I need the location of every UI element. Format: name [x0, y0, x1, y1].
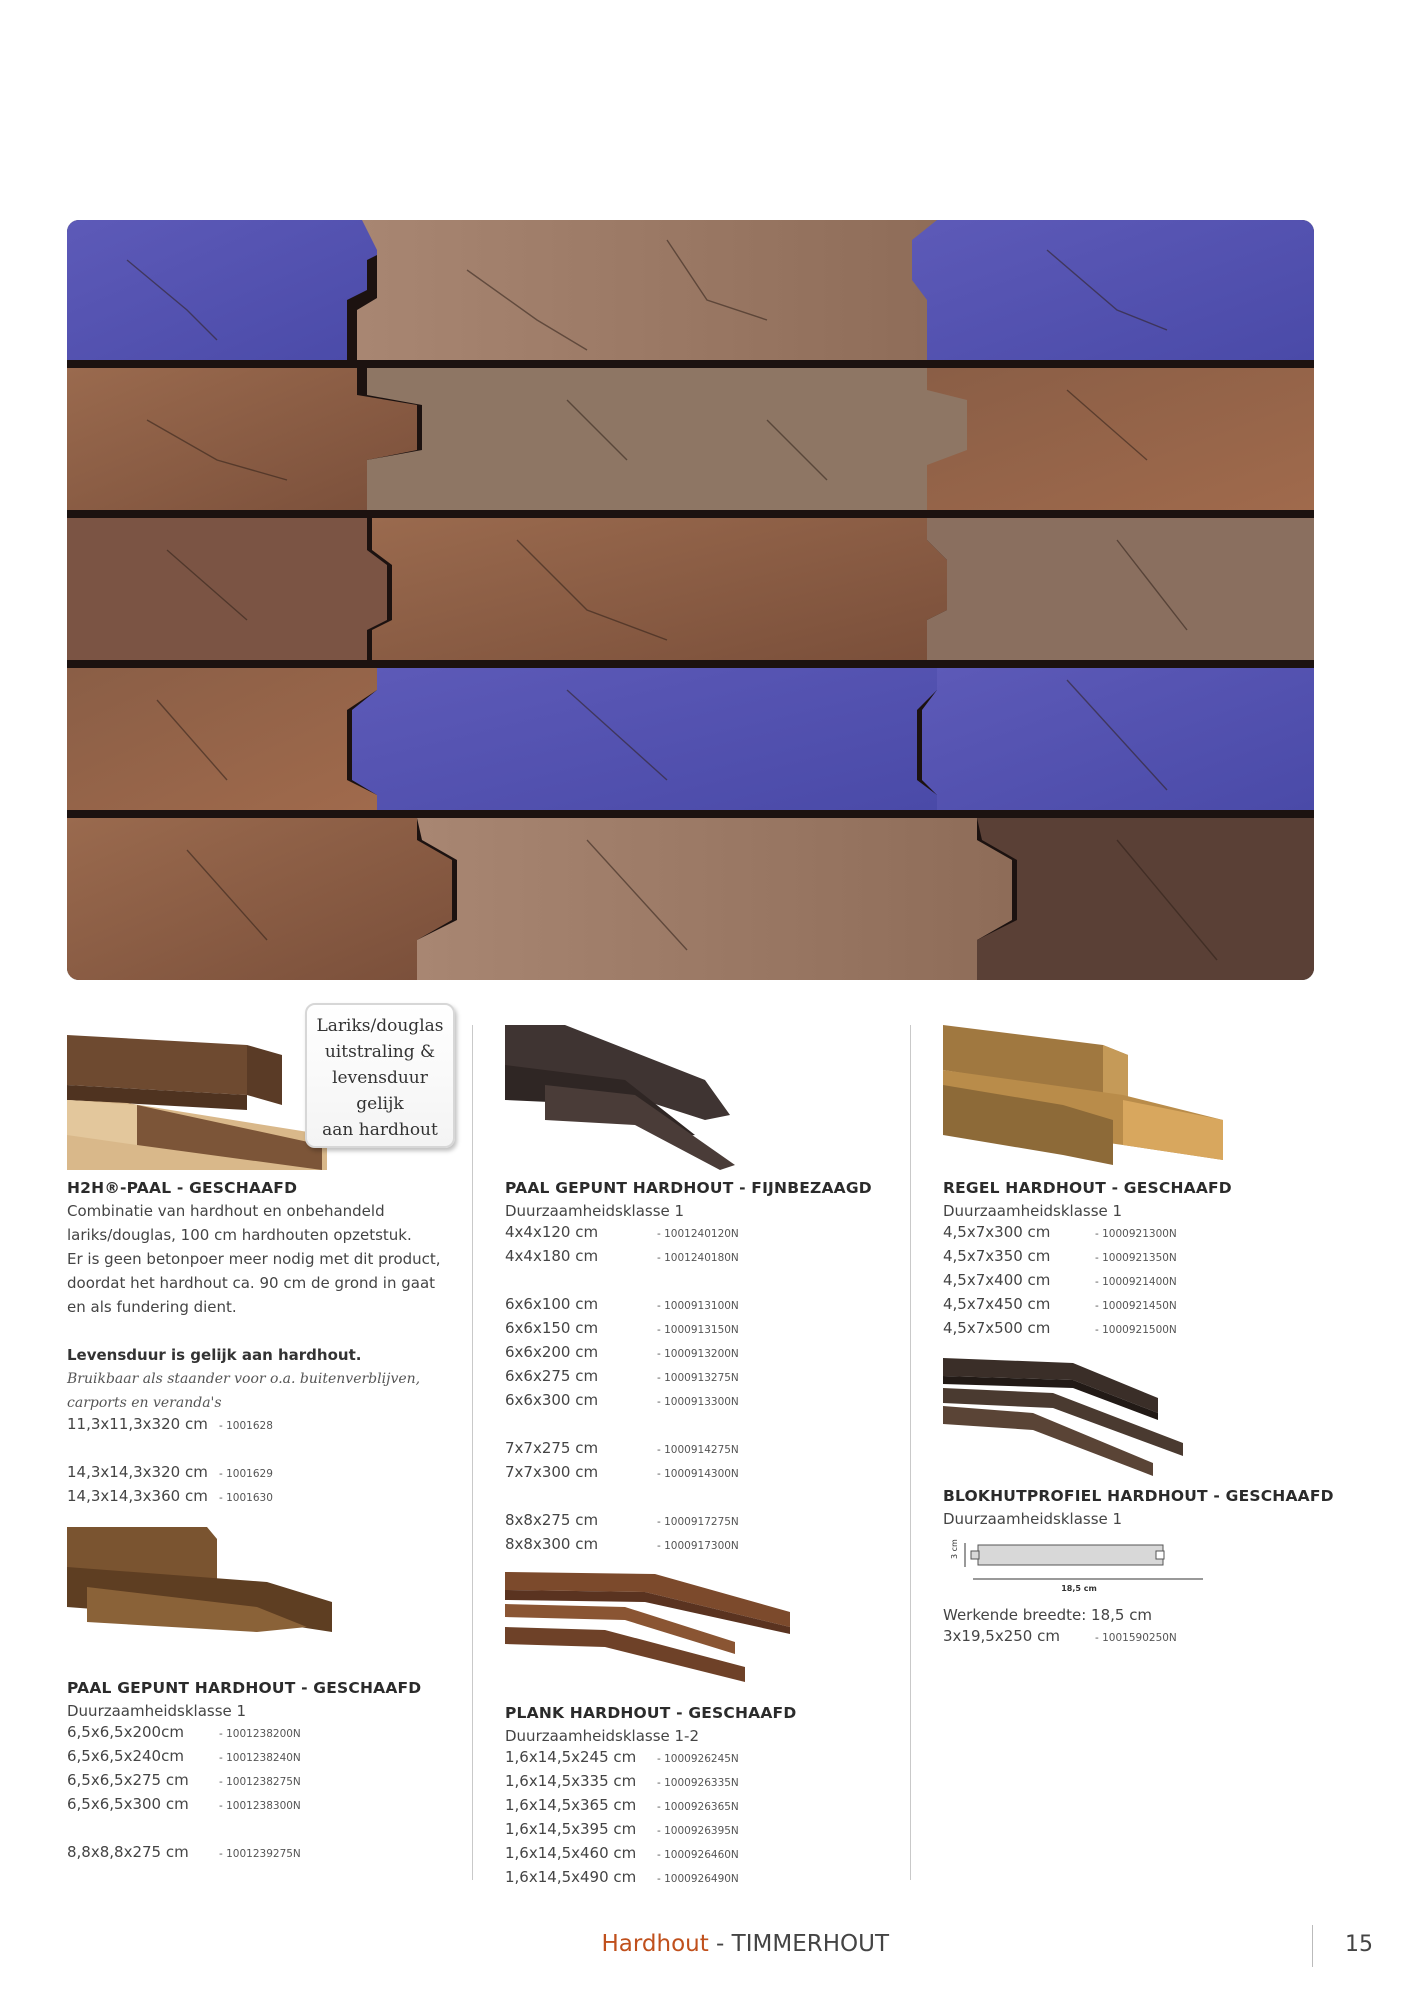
- size-dimensions: 6x6x300 cm: [505, 1391, 599, 1409]
- article-code: - 1000913100N: [657, 1300, 739, 1312]
- article-code: - 1000921300N: [1095, 1228, 1177, 1240]
- article-code: - 1000913200N: [657, 1348, 739, 1360]
- article-code: - 1000926490N: [657, 1873, 739, 1885]
- size-list: [67, 1415, 467, 1511]
- article-code: - 1000914300N: [657, 1468, 739, 1480]
- profile-cross-section-diagram: [943, 1535, 1213, 1597]
- width-dimension-label: 18,5 cm: [1061, 1584, 1097, 1593]
- pointed-post-planed-photo: [67, 1527, 337, 1635]
- callout-line: uitstraling &: [324, 1042, 436, 1062]
- size-dimensions: 1,6x14,5x460 cm: [505, 1844, 637, 1862]
- article-code: - 1001238200N: [219, 1728, 301, 1740]
- article-code: - 1000926460N: [657, 1849, 739, 1861]
- description-line: en als fundering dient.: [67, 1298, 237, 1316]
- article-code: - 1001238275N: [219, 1776, 301, 1788]
- article-code: - 1001240180N: [657, 1252, 739, 1264]
- product-plank-hardhout: [505, 1702, 905, 1892]
- column-divider: [472, 1025, 473, 1880]
- size-dimensions: 1,6x14,5x395 cm: [505, 1820, 637, 1838]
- size-row: [943, 1223, 1343, 1247]
- row-spacer: [67, 1439, 467, 1463]
- description-line: Er is geen betonpoer meer nodig met dit product,: [67, 1250, 441, 1268]
- article-code: - 1000913150N: [657, 1324, 739, 1336]
- description-line: doordat het hardhout ca. 90 cm de grond in gaat: [67, 1274, 436, 1292]
- size-row: [505, 1343, 905, 1367]
- size-row: [943, 1295, 1343, 1319]
- product-title: BLOKHUTPROFIEL HARDHOUT - GESCHAAFD: [943, 1487, 1334, 1505]
- product-paal-gepunt-fijnbezaagd: [505, 1177, 905, 1559]
- durability-class: Duurzaamheidsklasse 1: [67, 1702, 247, 1720]
- size-row: [505, 1247, 905, 1271]
- h2h-post-photo: [67, 1035, 327, 1170]
- size-dimensions: 6,5x6,5x275 cm: [67, 1771, 189, 1789]
- durability-class: Duurzaamheidsklasse 1: [505, 1202, 685, 1220]
- working-width-note: Werkende breedte: 18,5 cm: [943, 1606, 1153, 1624]
- size-row: [505, 1367, 905, 1391]
- size-dimensions: 1,6x14,5x365 cm: [505, 1796, 637, 1814]
- callout-line: levensduur gelijk: [332, 1068, 428, 1114]
- size-dimensions: 4,5x7x450 cm: [943, 1295, 1051, 1313]
- size-dimensions: 8,8x8,8x275 cm: [67, 1843, 189, 1861]
- article-code: - 1000921350N: [1095, 1252, 1177, 1264]
- row-spacer: [505, 1271, 905, 1295]
- callout-line: Lariks/douglas: [316, 1016, 444, 1036]
- product-title: REGEL HARDHOUT - GESCHAAFD: [943, 1179, 1232, 1197]
- page-number: 15: [1345, 1932, 1373, 1957]
- batten-photo: [943, 1025, 1233, 1170]
- size-dimensions: 1,6x14,5x335 cm: [505, 1772, 637, 1790]
- size-dimensions: 6x6x275 cm: [505, 1367, 599, 1385]
- size-row: [505, 1796, 905, 1820]
- article-code: - 1000921400N: [1095, 1276, 1177, 1288]
- size-dimensions: 3x19,5x250 cm: [943, 1627, 1060, 1645]
- size-row: [67, 1795, 467, 1819]
- size-dimensions: 6,5x6,5x240cm: [67, 1747, 184, 1765]
- size-dimensions: 6x6x200 cm: [505, 1343, 599, 1361]
- size-row: [505, 1772, 905, 1796]
- hero-photo-stacked-timber: [67, 220, 1314, 980]
- footer-category: TIMMERHOUT: [731, 1931, 889, 1957]
- size-dimensions: 4,5x7x350 cm: [943, 1247, 1051, 1265]
- size-row: [67, 1723, 467, 1747]
- size-row: [505, 1439, 905, 1463]
- pointed-post-sawn-photo: [505, 1025, 745, 1170]
- size-dimensions: 11,3x11,3x320 cm: [67, 1415, 208, 1433]
- description-line: lariks/douglas, 100 cm hardhouten opzetstuk.: [67, 1226, 412, 1244]
- size-dimensions: 8x8x300 cm: [505, 1535, 599, 1553]
- callout-line: aan hardhout: [322, 1120, 438, 1140]
- size-row: [67, 1463, 467, 1487]
- durability-class: Duurzaamheidsklasse 1-2: [505, 1727, 700, 1745]
- article-code: - 1001630: [219, 1492, 273, 1504]
- size-dimensions: 4,5x7x300 cm: [943, 1223, 1051, 1241]
- size-row: [67, 1415, 467, 1439]
- article-code: - 1001238300N: [219, 1800, 301, 1812]
- usage-note-line: Bruikbaar als staander voor o.a. buitenverblijven,: [67, 1371, 421, 1387]
- footer-divider: [1312, 1925, 1313, 1967]
- article-code: - 1000921450N: [1095, 1300, 1177, 1312]
- size-row: [67, 1843, 467, 1867]
- size-row: [505, 1391, 905, 1415]
- size-row: [505, 1748, 905, 1772]
- size-dimensions: 1,6x14,5x245 cm: [505, 1748, 637, 1766]
- size-dimensions: 8x8x275 cm: [505, 1511, 599, 1529]
- size-dimensions: 4x4x120 cm: [505, 1223, 599, 1241]
- size-list: [505, 1748, 905, 1892]
- article-code: - 1000926335N: [657, 1777, 739, 1789]
- blokhut-details: [943, 1603, 1343, 1651]
- size-list: [943, 1223, 1343, 1343]
- size-row: [505, 1295, 905, 1319]
- height-dimension-label: 3 cm: [950, 1539, 959, 1559]
- article-code: - 1000913275N: [657, 1372, 739, 1384]
- size-row: [943, 1271, 1343, 1295]
- size-row: [505, 1844, 905, 1868]
- article-code: - 1001238240N: [219, 1752, 301, 1764]
- size-row: [67, 1487, 467, 1511]
- product-title: PAAL GEPUNT HARDHOUT - FIJNBEZAAGD: [505, 1179, 872, 1197]
- article-code: - 1001629: [219, 1468, 273, 1480]
- size-row: [505, 1319, 905, 1343]
- size-dimensions: 6x6x150 cm: [505, 1319, 599, 1337]
- size-row: [943, 1247, 1343, 1271]
- lifespan-note: Levensduur is gelijk aan hardhout.: [67, 1346, 362, 1364]
- product-h2h-paal: [67, 1177, 467, 1511]
- callout-larch-look: [305, 1003, 455, 1148]
- size-row: [505, 1868, 905, 1892]
- article-code: - 1001239275N: [219, 1848, 301, 1860]
- column-divider: [910, 1025, 911, 1880]
- row-spacer: [505, 1415, 905, 1439]
- size-dimensions: 1,6x14,5x490 cm: [505, 1868, 637, 1886]
- size-dimensions: 6x6x100 cm: [505, 1295, 599, 1313]
- article-code: - 1000921500N: [1095, 1324, 1177, 1336]
- size-row: [505, 1463, 905, 1487]
- durability-class: Duurzaamheidsklasse 1: [943, 1510, 1123, 1528]
- article-code: - 1001240120N: [657, 1228, 739, 1240]
- size-row: [505, 1820, 905, 1844]
- size-dimensions: 4,5x7x400 cm: [943, 1271, 1051, 1289]
- article-code: - 1000926365N: [657, 1801, 739, 1813]
- product-blokhutprofiel: [943, 1485, 1343, 1531]
- size-row: [943, 1319, 1343, 1343]
- log-cabin-profile-photo: [943, 1358, 1198, 1478]
- row-spacer: [505, 1487, 905, 1511]
- size-row: [943, 1627, 1343, 1651]
- size-row: [505, 1511, 905, 1535]
- article-code: - 1000913300N: [657, 1396, 739, 1408]
- product-regel-hardhout: [943, 1177, 1343, 1343]
- product-paal-gepunt-geschaafd: [67, 1677, 467, 1867]
- product-title: PAAL GEPUNT HARDHOUT - GESCHAAFD: [67, 1679, 422, 1697]
- row-spacer: [67, 1819, 467, 1843]
- usage-note-line: carports en veranda's: [67, 1395, 222, 1411]
- size-row: [505, 1223, 905, 1247]
- size-dimensions: 6,5x6,5x200cm: [67, 1723, 184, 1741]
- size-row: [505, 1535, 905, 1559]
- size-dimensions: 7x7x275 cm: [505, 1439, 599, 1457]
- plank-photo: [505, 1572, 790, 1684]
- article-code: - 1001628: [219, 1420, 273, 1432]
- size-dimensions: 14,3x14,3x320 cm: [67, 1463, 208, 1481]
- article-code: - 1000917275N: [657, 1516, 739, 1528]
- size-list: [67, 1723, 467, 1867]
- size-row: [67, 1747, 467, 1771]
- article-code: - 1001590250N: [1095, 1632, 1177, 1644]
- size-dimensions: 4x4x180 cm: [505, 1247, 599, 1265]
- article-code: - 1000926395N: [657, 1825, 739, 1837]
- size-list: [505, 1223, 905, 1559]
- footer-separator: -: [708, 1931, 732, 1957]
- description-line: Combinatie van hardhout en onbehandeld: [67, 1202, 385, 1220]
- footer-section-title: [601, 1931, 889, 1957]
- footer-section: Hardhout: [601, 1931, 709, 1957]
- durability-class: Duurzaamheidsklasse 1: [943, 1202, 1123, 1220]
- size-dimensions: 14,3x14,3x360 cm: [67, 1487, 208, 1505]
- size-row: [67, 1771, 467, 1795]
- size-dimensions: 4,5x7x500 cm: [943, 1319, 1051, 1337]
- article-code: - 1000917300N: [657, 1540, 739, 1552]
- product-title: H2H®-PAAL - GESCHAAFD: [67, 1179, 298, 1197]
- size-dimensions: 7x7x300 cm: [505, 1463, 599, 1481]
- article-code: - 1000926245N: [657, 1753, 739, 1765]
- article-code: - 1000914275N: [657, 1444, 739, 1456]
- product-title: PLANK HARDHOUT - GESCHAAFD: [505, 1704, 797, 1722]
- product-description: [67, 1199, 467, 1319]
- size-dimensions: 6,5x6,5x300 cm: [67, 1795, 189, 1813]
